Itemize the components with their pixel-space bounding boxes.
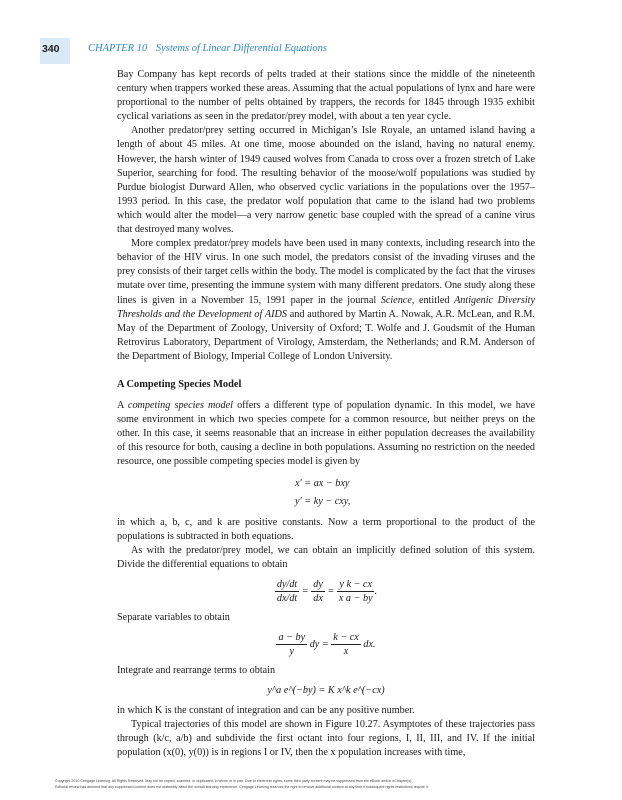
section-heading: A Competing Species Model — [117, 378, 242, 390]
text-run: A — [117, 400, 128, 412]
paragraph — [117, 237, 535, 364]
paper-title: Antigenic Diversity Thresholds and the Development of AIDS — [117, 294, 535, 320]
text-run: and authored by Martin A. Nowak, A.R. McLean, and R.M. May of the Department of Zoology, University of Oxford; T. Wolfe and J. Goudsmit of the Human Retrovirus Laboratory, Department of Virology, Amsterdam, the Netherlands; and R.M. Anderson of the Department of Biology, Imperial College of London University. — [117, 308, 536, 362]
running-head — [88, 43, 327, 54]
copyright-line: Copyright 2010 Cengage Learning. All Rights Reserved. May not be copied, scanned, or duplicated, in whole or in part. Due to electronic rights, some third party content may be suppressed from the eBook and/or eChapter(s). — [55, 779, 413, 783]
fraction: $\frac{dy/dt}{dx/dt}$ — [276, 578, 298, 604]
fraction: $\frac{dy}{dx}$ — [313, 578, 323, 604]
paragraph: in which a, b, c, and k are positive constants. Now a term proportional to the product of the populations is subtracted in both equations. — [117, 516, 535, 542]
paragraph: Bay Company has kept records of pelts traded at their stations since the middle of the nineteenth century when trappers worked these areas. Assuming that the actual populations of lynx and hare were proportional to the number of pelts obtained by trappers, the records for 1845 through 1935 exhibit cyclical variations as seen in the predator/prey model, with about a ten year cycle. — [117, 69, 535, 123]
text-run: , entitled — [411, 294, 455, 306]
paragraph — [117, 399, 535, 469]
page-body — [117, 68, 535, 761]
paragraph: Integrate and rearrange terms to obtain — [117, 665, 276, 676]
chapter-label: CHAPTER 10 — [88, 43, 148, 54]
paragraph: Separate variables to obtain — [117, 611, 230, 623]
separated-equation: $\frac{a - by}{y}$ dy = $\frac{k - cx}{x}$ dx. — [278, 632, 376, 657]
text-run: offers a different type of population dynamic. In this model, we have some environment in which two species compete for a common resource, but neither preys on the other. In this case, it seems reasonable that an increase in either population decreases the availability of this resource for both, causing a decline in both populations. Assuming no restriction on the needed resource, one possible competing species model is given by — [117, 400, 535, 468]
paragraph: in which K is the constant of integration and can be any positive number. — [117, 705, 415, 717]
fraction: $\frac{\text{y k − cx}}{\text{x a − by}}$ — [338, 578, 373, 604]
system-equations — [117, 475, 535, 511]
copyright-line: Editorial review has deemed that any suppressed content does not materially affect the overall learning experience. Cengage Learning reserves the right to remove additional content at any time if subsequent rights restrictions require it. — [55, 785, 429, 789]
equation-y: y′ = ky − cxy, — [295, 495, 351, 507]
journal-name: Science — [380, 294, 412, 306]
equation-x: x′ = ax − bxy — [295, 477, 350, 489]
ratio-equation: $\frac{dy/dt}{dx/dt}$ = $\frac{dy}{dx}$ = $\frac{\text{y k − cx}}{\text{x a − by}}$ . — [276, 578, 378, 604]
fraction: $\frac{a - by}{y}$ — [278, 632, 306, 657]
fraction: $\frac{k - cx}{x}$ — [333, 632, 359, 657]
paragraph: As with the predator/prey model, we can obtain an implicitly defined solution of this system. Divide the differential equations to obtain — [117, 544, 535, 570]
page-number: 340 — [42, 43, 60, 55]
defined-term: competing species model — [127, 400, 233, 412]
copyright-footer — [55, 778, 575, 790]
integrated-equation: y^a e^(−by) = K x^k e^(−cx) — [267, 685, 385, 697]
chapter-title: Systems of Linear Differential Equations — [155, 43, 327, 54]
paragraph: Another predator/prey setting occurred in Michigan’s Isle Royale, an untamed island having a length of about 45 miles. At one time, moose abounded on the island, having no natural enemy. However, the harsh winter of 1949 caused wolves from Canada to cross over a frozen stretch of Lake Superior, searching for food. The resulting behavior of the moose/wolf populations was studied by Purdue biologist Durward Allen, who observed cyclic variations in the populations over the 1957–1993 period. In this case, the predator wolf population that came to the island had two problems which would alter the model—a very narrow genetic base coupled with the spread of a canine virus that destroyed many wolves. — [117, 125, 535, 236]
text-run: More complex predator/prey models have been used in many contexts, including research into the behavior of the HIV virus. In one such model, the predators consist of the invading viruses and the prey consists of their target cells within the body. The model is complicated by the fact that the viruses mutate over time, presenting the immune system with many different predators. One study along these lines is given in a November 15, 1991 paper in the journal — [117, 238, 535, 306]
paragraph: Typical trajectories of this model are shown in Figure 10.27. Asymptotes of these trajectories pass through (k/c, a/b) and subdivide the first octant into four regions, I, II, III, and IV. If the initial population (x(0), y(0)) is in regions I or IV, then the x population increases with time, — [117, 719, 535, 759]
